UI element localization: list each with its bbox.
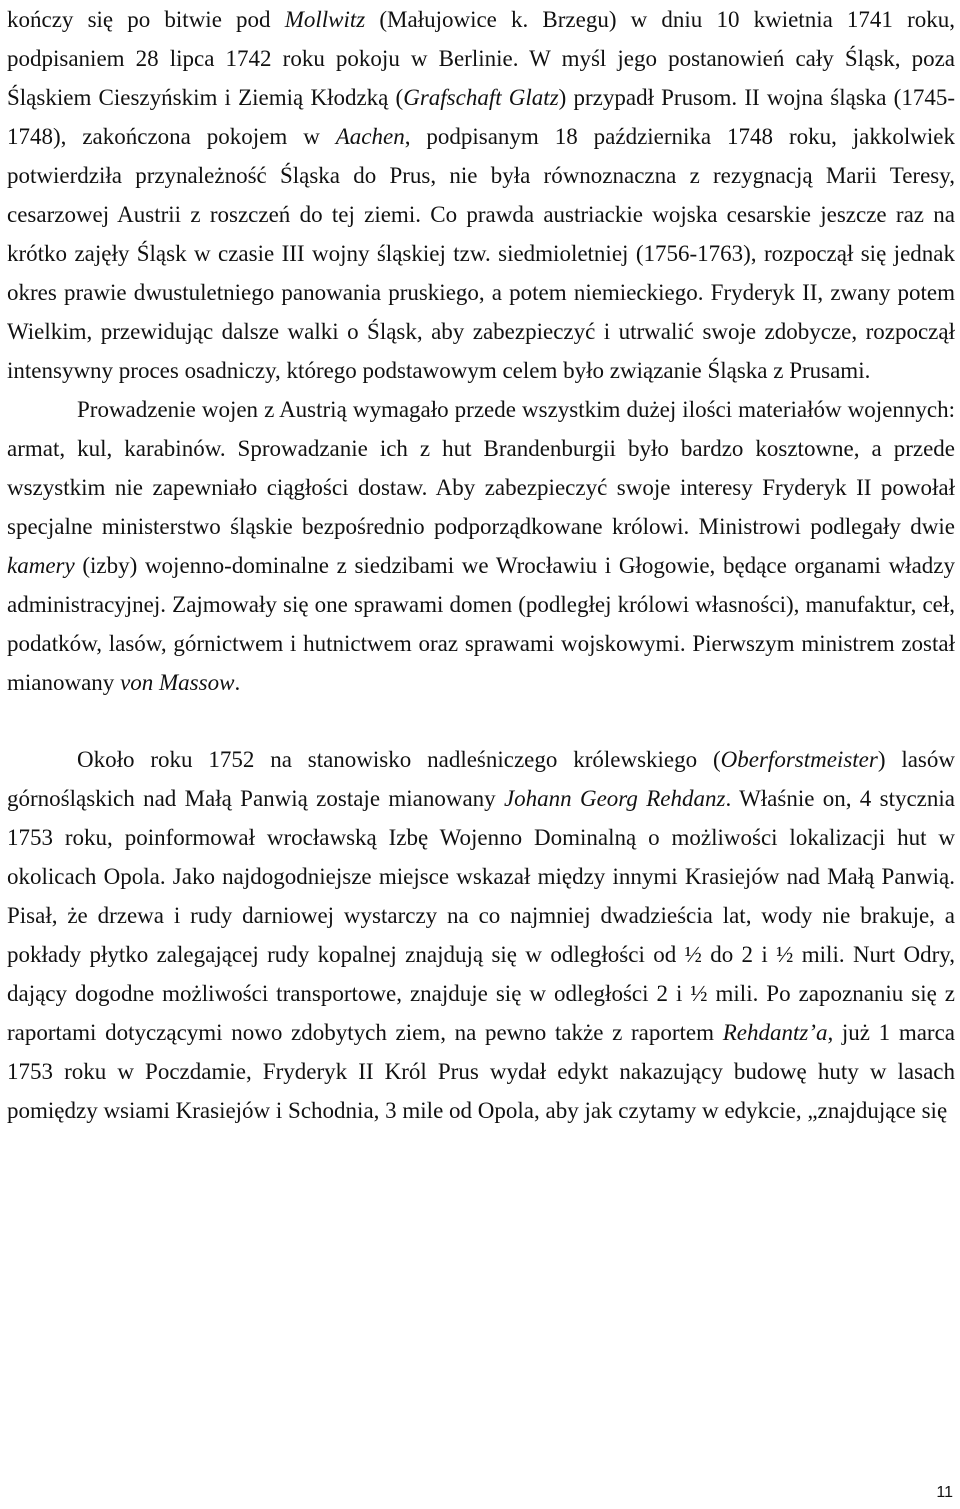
italic-text: Grafschaft Glatz	[403, 85, 559, 110]
text-run: .	[234, 670, 241, 695]
italic-text: Johann Georg Rehdanz	[503, 786, 726, 811]
italic-text: Mollwitz	[284, 7, 366, 32]
paragraph	[7, 740, 955, 1130]
text-run: ) przypadł Prusom. II wojna śląska (1745-1748), zakończona pokojem w	[7, 85, 955, 149]
paragraph	[7, 390, 955, 702]
page-number: 11	[936, 1484, 953, 1501]
text-run: (izby) wojenno-dominalne z siedzibami we Wrocławiu i Głogowie, będące organami władzy administracyjnej. Zajmowały się one sprawami domen (podległej królowi własności), manufaktur, ceł, podatków, lasów, górnictwem i hutnictwem oraz sprawami wojskowymi. Pierwszym ministrem został mianowany	[7, 553, 955, 695]
text-run: Około roku 1752 na stanowisko nadleśniczego królewskiego (	[77, 747, 721, 772]
italic-text: Rehdantz’a,	[722, 1020, 834, 1045]
italic-text: Oberforstmeister	[720, 747, 878, 772]
italic-text: kamery	[7, 553, 75, 578]
italic-text: von Massow	[120, 670, 235, 695]
text-run: kończy się po bitwie pod	[7, 7, 285, 32]
text-run: Prowadzenie wojen z Austrią wymagało przede wszystkim dużej ilości materiałów wojennych: armat, kul, karabinów. Sprowadzanie ich z hut Brandenburgii było bardzo kosztowne, a przede wszystkim nie zapewniało ciągłości dostaw. Aby zabezpieczyć swoje interesy Fryderyk II powołał specjalne ministerstwo śląskie bezpośrednio podporządkowane królowi. Ministrowi podlegały dwie	[7, 397, 955, 539]
text-run: , podpisanym 18 października 1748 roku, jakkolwiek potwierdziła przynależność Śląska do Prus, nie była równoznaczna z rezygnacją Marii Teresy, cesarzowej Austrii z roszczeń do tej ziemi. Co prawda austriackie wojska cesarskie jeszcze raz na krótko zajęły Śląsk w czasie III wojny śląskiej tzw. siedmioletniej (1756-1763), rozpoczął się jednak okres prawie dwustuletniego panowania pruskiego, a potem niemieckiego. Fryderyk II, zwany potem Wielkim, przewidując dalsze walki o Śląsk, aby zabezpieczyć i utrwalić swoje zdobycze, rozpoczął intensywny proces osadniczy, którego podstawowym celem było związanie Śląska z Prusami.	[7, 124, 955, 383]
text-run: ) lasów górnośląskich nad Małą Panwią zostaje mianowany	[7, 747, 955, 811]
text-run: . Właśnie on, 4 stycznia 1753 roku, poinformował wrocławską Izbę Wojenno Dominalną o możliwości lokalizacji hut w okolicach Opola. Jako najdogodniejsze miejsce wskazał między innymi Krasiejów nad Małą Panwią. Pisał, że drzewa i rudy darniowej wystarczy na co najmniej dwadzieścia lat, wody nie brakuje, a pokłady płytko zalegającej rudy kopalnej znajdują się w odległości od ½ do 2 i ½ mili. Nurt Odry, dający dogodne możliwości transportowe, znajduje się w odległości 2 i ½ mili. Po zapoznaniu się z raportami dotyczącymi nowo zdobytych ziem, na pewno także z raportem	[7, 786, 955, 1045]
text-run: już 1 marca 1753 roku w Poczdamie, Fryderyk II Król Prus wydał edykt nakazujący budowę huty w lasach pomiędzy wsiami Krasiejów i Schodnia, 3 mile od Opola, aby jak czytamy w edykcie, „znajdujące się	[7, 1020, 955, 1123]
paragraph	[7, 0, 955, 390]
document-page	[7, 0, 955, 1130]
italic-text: Aachen	[335, 124, 405, 149]
text-run: (Małujowice k. Brzegu) w dniu 10 kwietnia 1741 roku, podpisaniem 28 lipca 1742 roku pokoju w Berlinie. W myśl jego postanowień cały Śląsk, poza Śląskiem Cieszyńskim i Ziemią Kłodzką (	[7, 7, 955, 110]
